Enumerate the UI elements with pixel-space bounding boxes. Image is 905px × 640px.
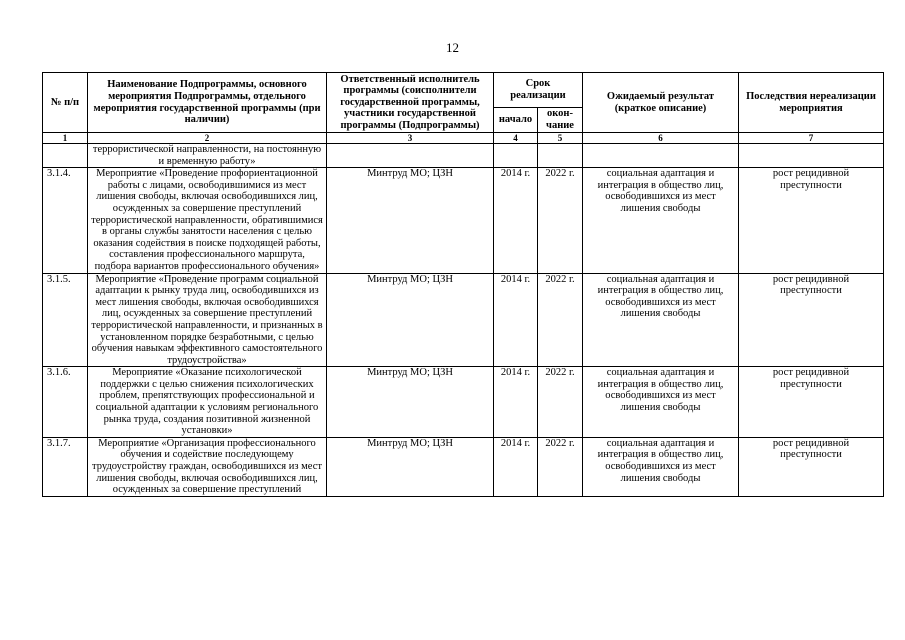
- row-result: социальная адаптация и интеграция в общество лиц, освободившихся из мест лишения свободы: [583, 437, 739, 496]
- row-end: 2022 г.: [538, 168, 583, 273]
- row-name: Мероприятие «Проведение программ социальной адаптации к рынку труда лиц, освободившихся из мест лишения свободы, включая освободившихся лиц, осужденных за совершение преступлений террористической направленности, и признанных в установленном порядке безработными, с целью обучения навыкам эффективного самостоятельного трудоустройства»: [88, 273, 327, 367]
- row-end: 2022 г.: [538, 437, 583, 496]
- row-start: 2014 г.: [494, 273, 538, 367]
- row-result: социальная адаптация и интеграция в общество лиц, освободившихся из мест лишения свободы: [583, 168, 739, 273]
- header-consequence: Последствия нереализации мероприятия: [739, 73, 884, 133]
- row-consequence: рост рецидивной преступности: [739, 367, 884, 438]
- row-number: 3.1.6.: [43, 367, 88, 438]
- row-name: террористической направленности, на постоянную и временную работу»: [88, 144, 327, 168]
- row-executor: Минтруд МО; ЦЗН: [327, 168, 494, 273]
- row-name: Мероприятие «Проведение профориентационной работы с лицами, освободившимися из мест лишения свободы, включая освободившихся лиц, осужденных за совершение преступлений террористической направленности, обратившимися в органы службы занятости населения с целью оказания содействия в поиске подходящей работы, составления профессионального маршрута, подбора вариантов профессионального обучения»: [88, 168, 327, 273]
- program-table: [42, 72, 884, 497]
- col-number-3: 3: [327, 133, 494, 144]
- header-term: Срок реализации: [494, 73, 583, 108]
- header-name: Наименование Подпрограммы, основного мероприятия Подпрограммы, отдельного мероприятия государственной программы (при наличии): [88, 73, 327, 133]
- col-number-4: 4: [494, 133, 538, 144]
- table-row-continuation: [43, 144, 884, 168]
- row-consequence: рост рецидивной преступности: [739, 437, 884, 496]
- header-executor: Ответственный исполнитель программы (соисполнители государственной программы, участники государственной программы (Подпрограммы): [327, 73, 494, 133]
- col-number-5: 5: [538, 133, 583, 144]
- col-number-1: 1: [43, 133, 88, 144]
- row-end: 2022 г.: [538, 367, 583, 438]
- col-number-7: 7: [739, 133, 884, 144]
- row-start: 2014 г.: [494, 168, 538, 273]
- row-consequence: рост рецидивной преступности: [739, 168, 884, 273]
- col-number-2: 2: [88, 133, 327, 144]
- row-start: 2014 г.: [494, 367, 538, 438]
- row-name: Мероприятие «Оказание психологической поддержки с целью снижения психологических проблем, препятствующих профессиональной и социальной адаптации к условиям регионального рынка труда, создания позитивной жизненной установки»: [88, 367, 327, 438]
- row-executor: Минтруд МО; ЦЗН: [327, 367, 494, 438]
- row-executor: Минтруд МО; ЦЗН: [327, 437, 494, 496]
- header-end: окон-чание: [538, 108, 583, 133]
- row-executor: Минтруд МО; ЦЗН: [327, 273, 494, 367]
- header-num: № п/п: [43, 73, 88, 133]
- table-row: [43, 367, 884, 438]
- row-result: социальная адаптация и интеграция в общество лиц, освободившихся из мест лишения свободы: [583, 273, 739, 367]
- row-number: 3.1.7.: [43, 437, 88, 496]
- table-row: [43, 437, 884, 496]
- table-row: [43, 168, 884, 273]
- row-result: социальная адаптация и интеграция в общество лиц, освободившихся из мест лишения свободы: [583, 367, 739, 438]
- col-number-6: 6: [583, 133, 739, 144]
- page-number: 12: [446, 40, 459, 55]
- row-end: 2022 г.: [538, 273, 583, 367]
- table-row: [43, 273, 884, 367]
- row-number: 3.1.4.: [43, 168, 88, 273]
- row-number: 3.1.5.: [43, 273, 88, 367]
- header-result: Ожидаемый результат (краткое описание): [583, 73, 739, 133]
- header-start: начало: [494, 108, 538, 133]
- row-consequence: рост рецидивной преступности: [739, 273, 884, 367]
- row-start: 2014 г.: [494, 437, 538, 496]
- row-name: Мероприятие «Организация профессионального обучения и содействие последующему трудоустройству граждан, освободившихся из мест лишения свободы, включая освободившихся лиц, осужденных за совершение преступлений: [88, 437, 327, 496]
